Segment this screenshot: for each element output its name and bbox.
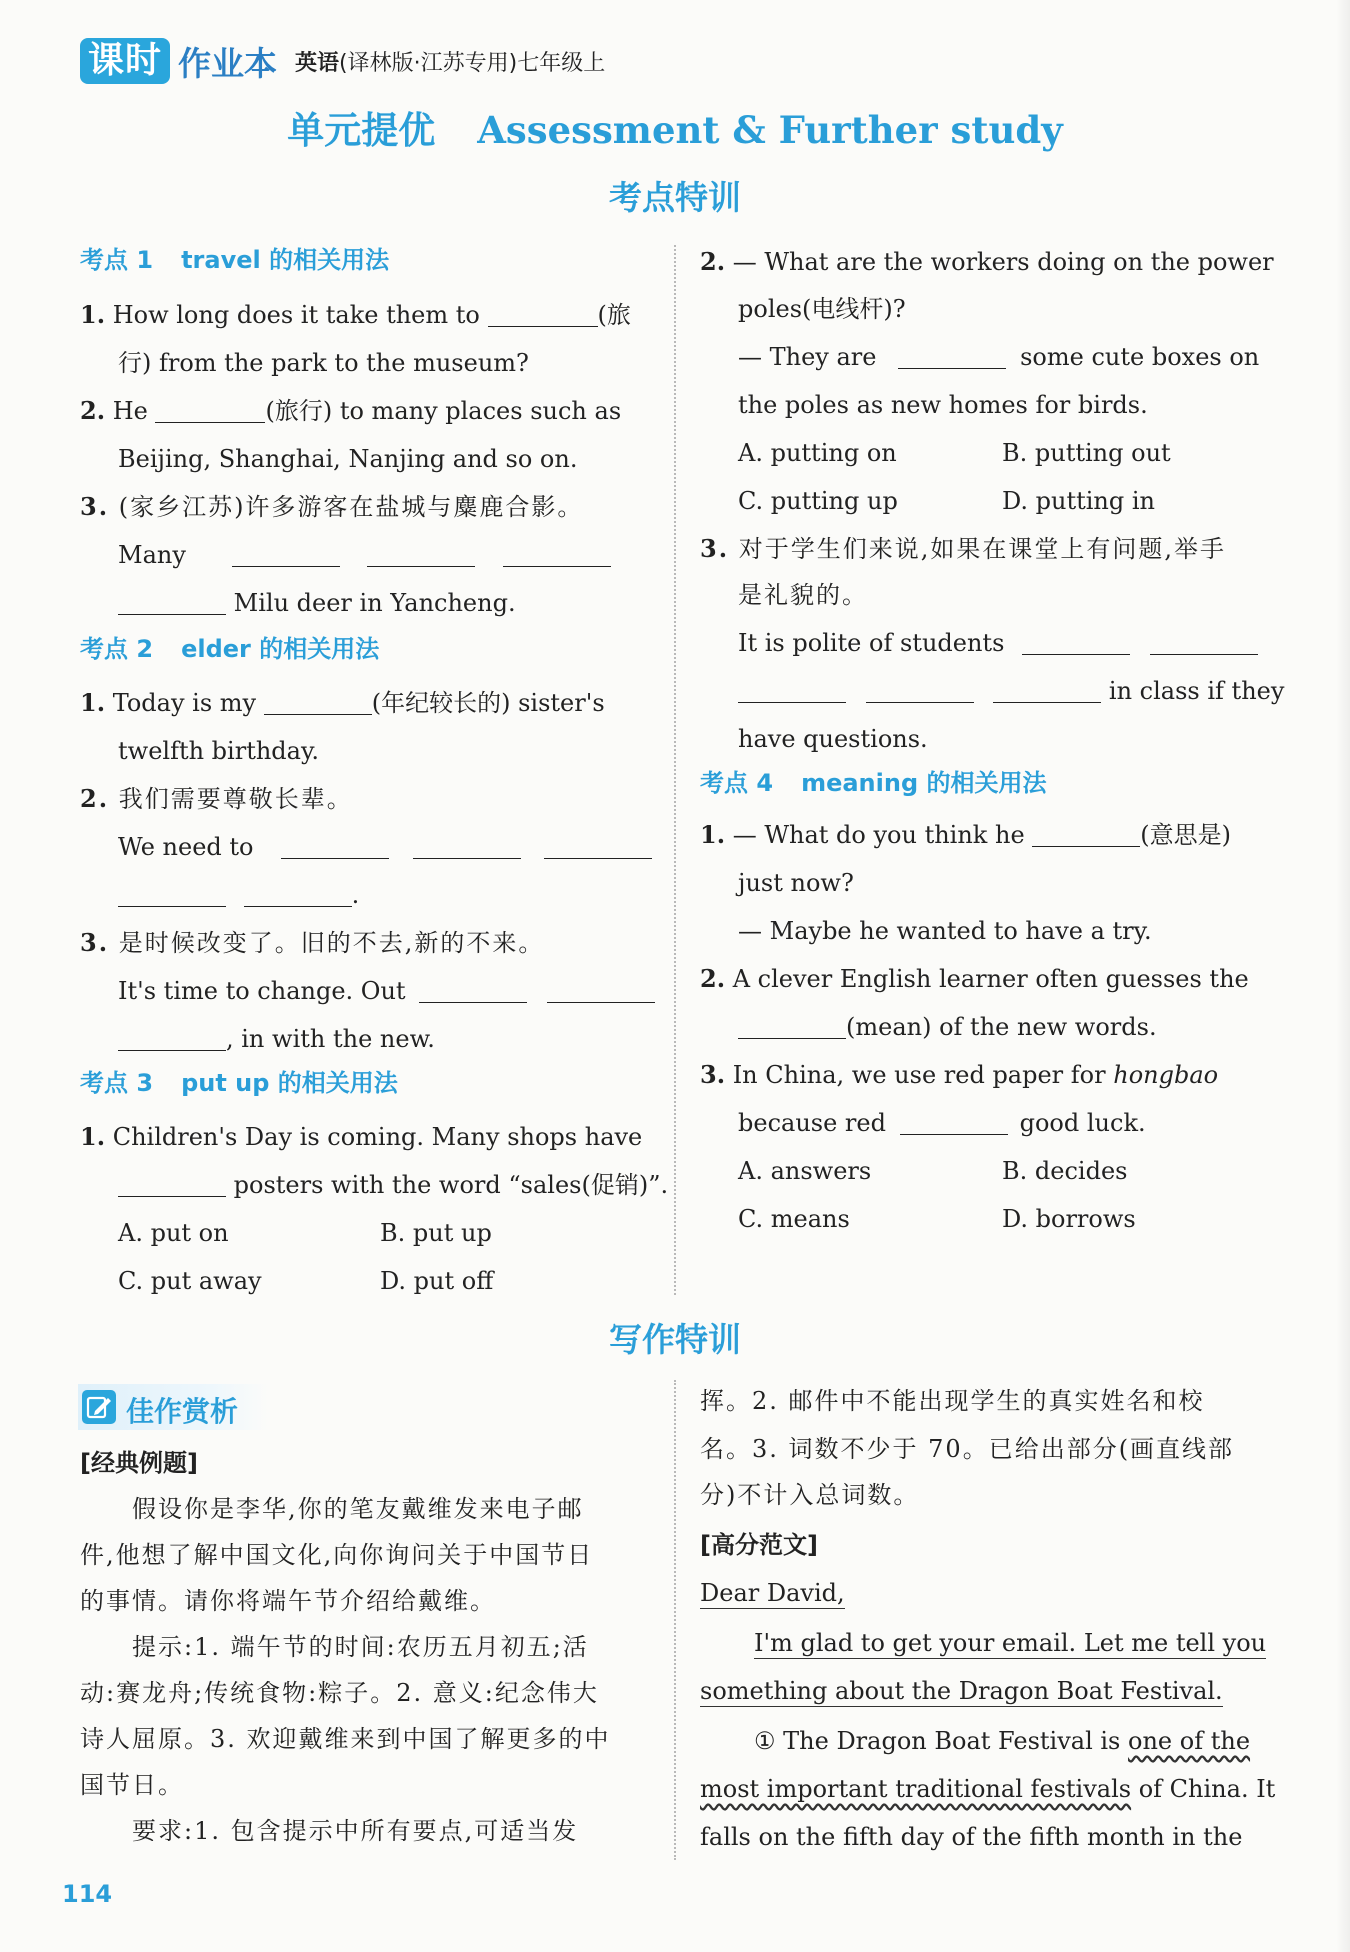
model-line: ① The Dragon Boat Festival is one of the [754,1727,1251,1755]
option-b[interactable]: B. putting out [1002,439,1171,467]
answer-blank[interactable] [232,542,340,567]
point1-heading: 考点 1 travel 的相关用法 [80,246,390,274]
p4-q1-line3: — Maybe he wanted to have a try. [738,917,1152,945]
answer-blank[interactable] [155,398,265,423]
model-line: something about the Dragon Boat Festival. [700,1677,1223,1705]
point2-heading: 考点 2 elder 的相关用法 [80,635,380,663]
brand-name: 作业本 [178,43,278,83]
option-d[interactable]: D. put off [380,1267,494,1295]
subject: 英语 [295,50,340,76]
answer-blank[interactable] [118,590,226,615]
p4-q1-line1: 1. — What do you think he (意思是) [700,820,1232,849]
pen-note-icon [82,1390,116,1424]
option-c[interactable]: C. means [738,1205,850,1233]
p4-q1-line2: just now? [738,869,854,897]
answer-blank[interactable] [118,1026,226,1051]
point4-heading: 考点 4 meaning 的相关用法 [700,769,1047,797]
p2-q1-line1: 1. Today is my (年纪较长的) sister's [80,688,605,717]
r-q2-line4: the poles as new homes for birds. [738,391,1148,419]
answer-blank[interactable] [244,882,352,907]
p2-q3-line3: , in with the new. [118,1022,435,1056]
answer-blank[interactable] [738,1014,846,1039]
option-c[interactable]: C. putting up [738,487,898,515]
banner-title: 佳作赏析 [126,1395,239,1428]
unit-title [0,100,1350,154]
unit-title-cn: 单元提优 [287,109,436,152]
answer-blank[interactable] [900,1110,1008,1135]
p4-q3-line2: because red good luck. [738,1109,1146,1137]
answer-blank[interactable] [866,678,974,703]
example-label: [经典例题] [80,1449,198,1477]
p1-q1-line2: 行) from the park to the museum? [118,349,529,377]
answer-blank[interactable] [503,542,611,567]
section-title-writing: 写作特训 [609,1320,741,1359]
answer-blank[interactable] [367,542,475,567]
prompt-line: 的事情。请你将端午节介绍给戴维。 [80,1587,496,1615]
r-q3-line1: 3. 对于学生们来说,如果在课堂上有问题,举手 [700,534,1226,563]
prompt-line: 动:赛龙舟;传统食物:粽子。2. 意义:纪念伟大 [80,1679,599,1707]
answer-blank[interactable] [281,834,389,859]
answer-blank[interactable] [993,678,1101,703]
p1-q3-line3: Milu deer in Yancheng. [118,586,516,620]
option-a[interactable]: A. putting on [738,439,897,467]
prompt-line: 件,他想了解中国文化,向你询问关于中国节日 [80,1541,594,1569]
prompt-line: 名。3. 词数不少于 70。已给出部分(画直线部 [700,1435,1235,1463]
writing-banner [78,1384,268,1430]
p4-q3-line1: 3. In China, we use red paper for hongbao [700,1060,1219,1089]
p1-q3-line2: Many [118,538,611,572]
r-q3-line5: have questions. [738,725,928,753]
model-line: most important traditional festivals of China. It [700,1775,1276,1803]
answer-blank[interactable] [1150,630,1258,655]
page-number: 114 [62,1880,113,1908]
answer-blank[interactable] [413,834,521,859]
p2-q2-line3: . [118,878,359,912]
answer-blank[interactable] [738,678,846,703]
p2-q1-line2: twelfth birthday. [118,737,319,765]
p2-q2-line2: We need to [118,830,652,864]
r-q3-line2: 是礼貌的。 [738,581,868,609]
answer-blank[interactable] [1032,822,1140,847]
prompt-line: 分)不计入总词数。 [700,1481,920,1509]
p2-q2-line1: 2. 我们需要尊敬长辈。 [80,784,353,813]
option-d[interactable]: D. borrows [1002,1205,1136,1233]
answer-blank[interactable] [118,882,226,907]
answer-blank[interactable] [898,344,1006,369]
prompt-line: 国节日。 [80,1771,184,1799]
p1-q2-line1: 2. He (旅行) to many places such as [80,396,622,425]
brand-logo: 课时 [80,38,170,84]
prompt-line: 提示:1. 端午节的时间:农历五月初五;活 [132,1633,589,1661]
option-d[interactable]: D. putting in [1002,487,1156,515]
p4-q2-line2: (mean) of the new words. [738,1010,1157,1044]
model-label: [高分范文] [700,1531,818,1559]
model-line: I'm glad to get your email. Let me tell you [754,1629,1267,1657]
r-q2-line3: — They are some cute boxes on [738,343,1260,371]
p2-q3-line1: 3. 是时候改变了。旧的不去,新的不来。 [80,928,545,957]
p1-q3-line1: 3. (家乡江苏)许多游客在盐城与麋鹿合影。 [80,492,584,521]
p2-q3-line2: It's time to change. Out [118,974,655,1008]
r-q2-line1: 2. — What are the workers doing on the power [700,247,1274,276]
unit-title-en: Assessment & Further study [477,108,1063,152]
header-brand [80,38,605,84]
prompt-line: 挥。2. 邮件中不能出现学生的真实姓名和校 [700,1387,1205,1415]
answer-blank[interactable] [118,1172,226,1197]
p4-q2-line1: 2. A clever English learner often guesses the [700,964,1249,993]
prompt-line: 假设你是李华,你的笔友戴维发来电子邮 [132,1495,584,1523]
p3-q1-line2: posters with the word “sales(促销)”. [118,1168,668,1202]
model-line: falls on the fifth day of the fifth month in the [700,1823,1243,1851]
greeting: Dear David, [700,1579,845,1607]
answer-blank[interactable] [1022,630,1130,655]
answer-blank[interactable] [419,978,527,1003]
answer-blank[interactable] [544,834,652,859]
column-divider [674,245,676,1295]
r-q3-line3: It is polite of students [738,626,1258,660]
prompt-line: 诗人屈原。3. 欢迎戴维来到中国了解更多的中 [80,1725,611,1753]
page-edge-shadow [1336,0,1350,1952]
column-divider [674,1380,676,1860]
edition: (译林版·江苏专用)七年级上 [339,50,606,76]
p3-q1-line1: 1. Children's Day is coming. Many shops have [80,1122,643,1151]
p1-q1-line1: 1. How long does it take them to (旅 [80,300,631,329]
book-title [295,46,605,77]
option-c[interactable]: C. put away [118,1267,262,1295]
answer-blank[interactable] [547,978,655,1003]
prompt-line: 要求:1. 包含提示中所有要点,可适当发 [132,1817,579,1845]
point3-heading: 考点 3 put up 的相关用法 [80,1069,398,1097]
option-a[interactable]: A. put on [118,1219,229,1247]
option-b[interactable]: B. put up [380,1219,492,1247]
answer-blank[interactable] [488,302,598,327]
r-q3-line4: in class if they [738,674,1284,708]
answer-blank[interactable] [264,690,372,715]
p1-q2-line2: Beijing, Shanghai, Nanjing and so on. [118,445,578,473]
section-title-points: 考点特训 [609,178,741,217]
option-b[interactable]: B. decides [1002,1157,1128,1185]
option-a[interactable]: A. answers [738,1157,872,1185]
r-q2-line2: poles(电线杆)? [738,295,906,323]
